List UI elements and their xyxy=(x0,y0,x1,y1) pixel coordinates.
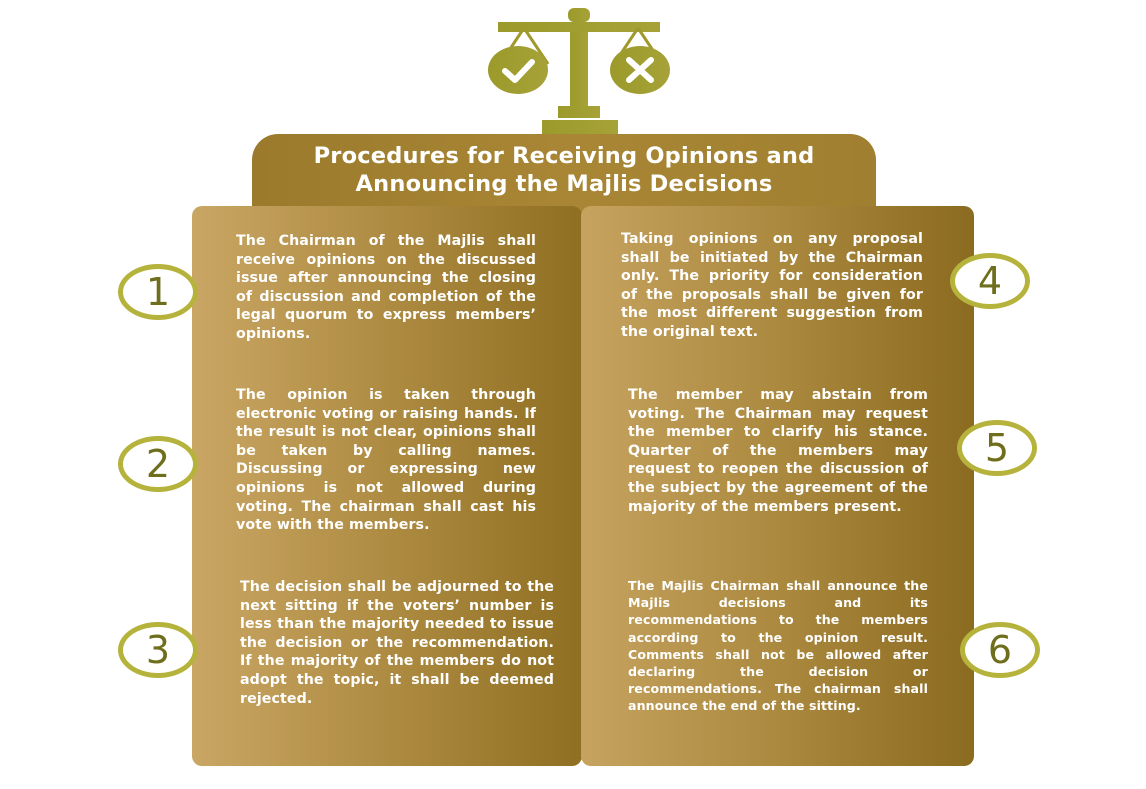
check-icon xyxy=(488,46,548,94)
step-6-text: The Majlis Chairman shall announce the Majlis decisions and its recommendations to the members according to the opinion result. Comments shall not be allowed after declaring the decision or recommendations. The chairman shall announce the end of the sitting. xyxy=(628,578,928,714)
cross-icon xyxy=(610,46,670,94)
step-2-text: The opinion is taken through electronic voting or raising hands. If the result is not clear, opinions shall be taken by calling names. Discussing or expressing new opinions is not allowed during voting. The chairman shall cast his vote with the members. xyxy=(236,387,536,534)
step-6-badge: 6 xyxy=(960,622,1040,678)
step-3-text: The decision shall be adjourned to the next sitting if the voters’ number is less than the majority needed to issue the decision or the recommendation. If the majority of the members do not adopt the topic, it shall be deemed rejected. xyxy=(240,579,554,707)
step-2-badge: 2 xyxy=(118,436,198,492)
step-1-badge: 1 xyxy=(118,264,198,320)
step-1-text: The Chairman of the Majlis shall receive opinions on the discussed issue after announcing the closing of discussion and completion of the legal quorum to express members’ opinions. xyxy=(236,233,536,342)
step-4-text: Taking opinions on any proposal shall be initiated by the Chairman only. The priority for consideration of the proposals shall be given for the most different suggestion from the original text. xyxy=(621,231,923,340)
step-3-badge: 3 xyxy=(118,622,198,678)
step-5-text: The member may abstain from voting. The Chairman may request the member to clarify his stance. Quarter of the members may request to reopen the discussion of the subject by the agreement of the majority of the members present. xyxy=(628,387,928,515)
scales-of-justice-icon xyxy=(0,0,1146,140)
step-5-badge: 5 xyxy=(957,420,1037,476)
step-4-badge: 4 xyxy=(950,253,1030,309)
page-title: Procedures for Receiving Opinions and Announcing the Majlis Decisions xyxy=(313,143,815,197)
